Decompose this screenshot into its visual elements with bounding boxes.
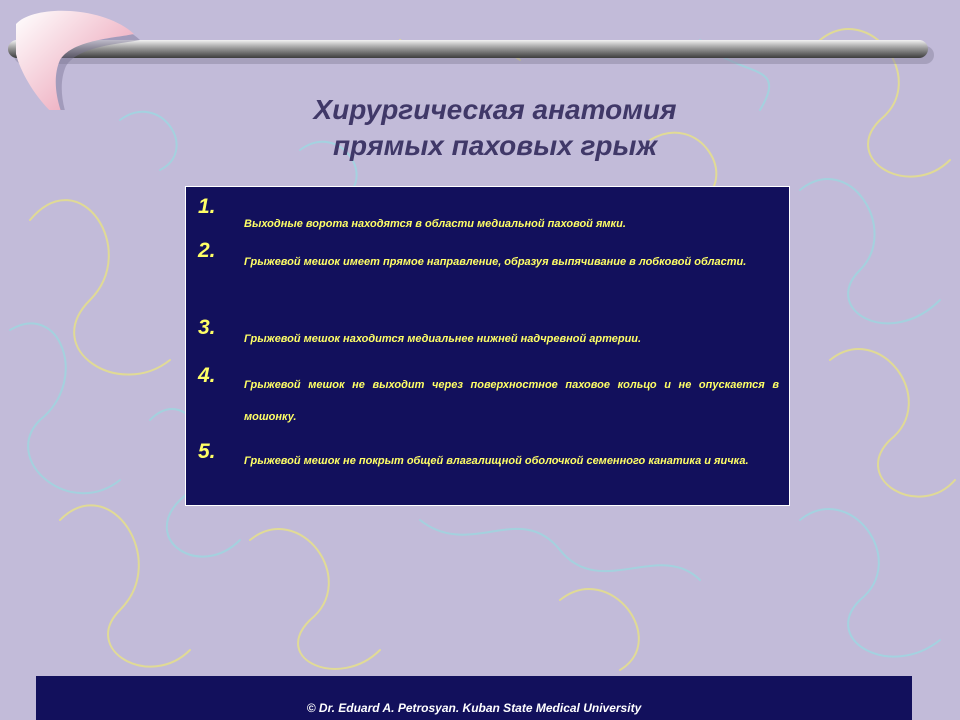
item-text: Грыжевой мешок находится медиальнее нижней надчревной артерии. xyxy=(244,333,642,345)
content-panel xyxy=(185,186,790,506)
item-number: 1. xyxy=(198,195,216,218)
slide-title xyxy=(215,92,775,164)
item-number: 4. xyxy=(198,364,216,387)
item-text: Грыжевой мешок имеет прямое направление, образуя выпячивание в лобковой области. xyxy=(244,256,747,268)
copyright-text: © Dr. Eduard A. Petrosyan. Kuban State Medical University xyxy=(306,701,642,715)
item-text: Выходные ворота находятся в области медиальной паховой ямки. xyxy=(244,218,626,230)
item-number: 5. xyxy=(198,440,216,463)
item-text: Грыжевой мешок не выходит через поверхностное паховое кольцо и не опускается в мошонку. xyxy=(244,379,779,423)
item-number: 3. xyxy=(198,316,216,339)
slide-title-line-2: прямых паховых грыж xyxy=(332,130,658,161)
item-text: Грыжевой мешок не покрыт общей влагалищной оболочкой семенного канатика и яичка. xyxy=(244,455,749,467)
item-number: 2. xyxy=(198,239,216,262)
slide-title-line-1: Хирургическая анатомия xyxy=(313,94,677,125)
footer-bar xyxy=(36,676,912,720)
